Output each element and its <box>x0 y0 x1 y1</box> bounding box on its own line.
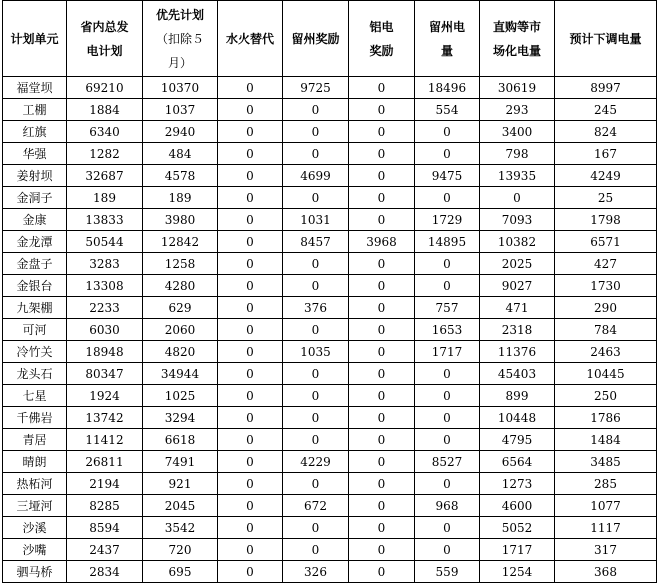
cell-aluminum-reward: 0 <box>349 99 415 121</box>
cell-expected-reduction: 250 <box>555 385 657 407</box>
cell-priority-plan: 10370 <box>143 77 218 99</box>
cell-local-reward: 0 <box>283 143 349 165</box>
cell-total-plan: 8594 <box>67 517 143 539</box>
cell-unit-name: 金龙潭 <box>3 231 67 253</box>
cell-expected-reduction: 427 <box>555 253 657 275</box>
cell-expected-reduction: 245 <box>555 99 657 121</box>
cell-hydro-thermal-sub: 0 <box>218 319 283 341</box>
cell-priority-plan: 3294 <box>143 407 218 429</box>
header-market-energy: 直购等市场化电量 <box>480 1 555 77</box>
cell-local-energy: 0 <box>415 363 480 385</box>
cell-aluminum-reward: 0 <box>349 77 415 99</box>
cell-aluminum-reward: 0 <box>349 561 415 583</box>
cell-total-plan: 189 <box>67 187 143 209</box>
cell-local-energy: 968 <box>415 495 480 517</box>
cell-hydro-thermal-sub: 0 <box>218 121 283 143</box>
cell-local-reward: 0 <box>283 539 349 561</box>
cell-hydro-thermal-sub: 0 <box>218 539 283 561</box>
cell-unit-name: 龙头石 <box>3 363 67 385</box>
cell-local-energy: 0 <box>415 539 480 561</box>
cell-total-plan: 1282 <box>67 143 143 165</box>
cell-local-reward: 0 <box>283 407 349 429</box>
table-row <box>3 429 657 451</box>
cell-hydro-thermal-sub: 0 <box>218 561 283 583</box>
cell-local-reward: 672 <box>283 495 349 517</box>
cell-market-energy: 6564 <box>480 451 555 473</box>
cell-unit-name: 红旗 <box>3 121 67 143</box>
cell-total-plan: 13742 <box>67 407 143 429</box>
cell-local-energy: 14895 <box>415 231 480 253</box>
table-row <box>3 187 657 209</box>
header-hydro-thermal-sub: 水火替代 <box>218 1 283 77</box>
cell-total-plan: 50544 <box>67 231 143 253</box>
cell-local-reward: 4229 <box>283 451 349 473</box>
cell-market-energy: 10382 <box>480 231 555 253</box>
cell-unit-name: 金康 <box>3 209 67 231</box>
cell-aluminum-reward: 0 <box>349 297 415 319</box>
cell-aluminum-reward: 3968 <box>349 231 415 253</box>
cell-market-energy: 798 <box>480 143 555 165</box>
cell-market-energy: 13935 <box>480 165 555 187</box>
cell-priority-plan: 12842 <box>143 231 218 253</box>
cell-local-reward: 0 <box>283 319 349 341</box>
table-row <box>3 231 657 253</box>
table-header-row <box>3 1 657 77</box>
cell-total-plan: 13308 <box>67 275 143 297</box>
cell-market-energy: 293 <box>480 99 555 121</box>
cell-market-energy: 1717 <box>480 539 555 561</box>
cell-expected-reduction: 2463 <box>555 341 657 363</box>
cell-priority-plan: 921 <box>143 473 218 495</box>
header-local-energy: 留州电量 <box>415 1 480 77</box>
cell-hydro-thermal-sub: 0 <box>218 231 283 253</box>
cell-market-energy: 3400 <box>480 121 555 143</box>
cell-expected-reduction: 290 <box>555 297 657 319</box>
table-row <box>3 297 657 319</box>
cell-hydro-thermal-sub: 0 <box>218 429 283 451</box>
header-total-plan: 省内总发电计划 <box>67 1 143 77</box>
cell-expected-reduction: 285 <box>555 473 657 495</box>
cell-local-energy: 0 <box>415 143 480 165</box>
cell-priority-plan: 6618 <box>143 429 218 451</box>
header-aluminum-reward: 铝电奖励 <box>349 1 415 77</box>
cell-local-energy: 0 <box>415 407 480 429</box>
cell-aluminum-reward: 0 <box>349 187 415 209</box>
cell-local-energy: 1717 <box>415 341 480 363</box>
cell-hydro-thermal-sub: 0 <box>218 517 283 539</box>
table-row <box>3 165 657 187</box>
cell-unit-name: 三垭河 <box>3 495 67 517</box>
cell-market-energy: 10448 <box>480 407 555 429</box>
cell-aluminum-reward: 0 <box>349 253 415 275</box>
cell-total-plan: 32687 <box>67 165 143 187</box>
cell-aluminum-reward: 0 <box>349 473 415 495</box>
cell-expected-reduction: 25 <box>555 187 657 209</box>
table-row <box>3 561 657 583</box>
header-priority-plan: 优先计划 （扣除５月） <box>143 1 218 77</box>
cell-local-energy: 757 <box>415 297 480 319</box>
cell-local-reward: 0 <box>283 99 349 121</box>
cell-local-reward: 0 <box>283 517 349 539</box>
table-row <box>3 517 657 539</box>
cell-unit-name: 沙嘴 <box>3 539 67 561</box>
cell-local-reward: 9725 <box>283 77 349 99</box>
header-plan-unit: 计划单元 <box>3 1 67 77</box>
cell-market-energy: 899 <box>480 385 555 407</box>
table-row <box>3 341 657 363</box>
cell-total-plan: 1924 <box>67 385 143 407</box>
table-row <box>3 385 657 407</box>
cell-expected-reduction: 3485 <box>555 451 657 473</box>
cell-market-energy: 2025 <box>480 253 555 275</box>
cell-local-energy: 18496 <box>415 77 480 99</box>
cell-aluminum-reward: 0 <box>349 451 415 473</box>
cell-local-reward: 4699 <box>283 165 349 187</box>
header-priority-plan-note: （扣除５月） <box>155 31 204 70</box>
cell-expected-reduction: 317 <box>555 539 657 561</box>
table-row <box>3 253 657 275</box>
cell-local-reward: 8457 <box>283 231 349 253</box>
cell-total-plan: 6340 <box>67 121 143 143</box>
cell-aluminum-reward: 0 <box>349 407 415 429</box>
cell-expected-reduction: 1077 <box>555 495 657 517</box>
cell-priority-plan: 484 <box>143 143 218 165</box>
cell-local-energy: 0 <box>415 275 480 297</box>
cell-hydro-thermal-sub: 0 <box>218 297 283 319</box>
cell-unit-name: 千佛岩 <box>3 407 67 429</box>
table-row <box>3 539 657 561</box>
cell-aluminum-reward: 0 <box>349 429 415 451</box>
cell-market-energy: 4600 <box>480 495 555 517</box>
cell-total-plan: 8285 <box>67 495 143 517</box>
cell-local-energy: 554 <box>415 99 480 121</box>
cell-priority-plan: 4820 <box>143 341 218 363</box>
cell-total-plan: 2233 <box>67 297 143 319</box>
cell-market-energy: 5052 <box>480 517 555 539</box>
cell-total-plan: 80347 <box>67 363 143 385</box>
cell-unit-name: 可河 <box>3 319 67 341</box>
cell-unit-name: 青居 <box>3 429 67 451</box>
cell-priority-plan: 720 <box>143 539 218 561</box>
cell-local-reward: 1031 <box>283 209 349 231</box>
cell-local-reward: 0 <box>283 473 349 495</box>
cell-market-energy: 0 <box>480 187 555 209</box>
cell-local-reward: 0 <box>283 187 349 209</box>
cell-priority-plan: 629 <box>143 297 218 319</box>
cell-aluminum-reward: 0 <box>349 121 415 143</box>
cell-local-energy: 0 <box>415 253 480 275</box>
cell-unit-name: 热柘河 <box>3 473 67 495</box>
cell-total-plan: 18948 <box>67 341 143 363</box>
cell-expected-reduction: 167 <box>555 143 657 165</box>
cell-expected-reduction: 1484 <box>555 429 657 451</box>
cell-hydro-thermal-sub: 0 <box>218 209 283 231</box>
cell-local-reward: 0 <box>283 253 349 275</box>
cell-hydro-thermal-sub: 0 <box>218 143 283 165</box>
cell-local-energy: 8527 <box>415 451 480 473</box>
header-local-reward: 留州奖励 <box>283 1 349 77</box>
cell-unit-name: 晴朗 <box>3 451 67 473</box>
cell-priority-plan: 1025 <box>143 385 218 407</box>
cell-unit-name: 九架棚 <box>3 297 67 319</box>
table-row <box>3 275 657 297</box>
cell-hydro-thermal-sub: 0 <box>218 407 283 429</box>
cell-priority-plan: 2940 <box>143 121 218 143</box>
cell-aluminum-reward: 0 <box>349 363 415 385</box>
cell-local-energy: 0 <box>415 517 480 539</box>
cell-priority-plan: 2045 <box>143 495 218 517</box>
cell-priority-plan: 7491 <box>143 451 218 473</box>
cell-expected-reduction: 1117 <box>555 517 657 539</box>
cell-expected-reduction: 1786 <box>555 407 657 429</box>
cell-total-plan: 3283 <box>67 253 143 275</box>
plan-table <box>2 0 657 583</box>
cell-unit-name: 沙溪 <box>3 517 67 539</box>
table-row <box>3 407 657 429</box>
cell-local-energy: 0 <box>415 429 480 451</box>
cell-hydro-thermal-sub: 0 <box>218 275 283 297</box>
cell-local-reward: 0 <box>283 429 349 451</box>
cell-unit-name: 冷竹关 <box>3 341 67 363</box>
cell-hydro-thermal-sub: 0 <box>218 77 283 99</box>
table-row <box>3 121 657 143</box>
cell-unit-name: 驷马桥 <box>3 561 67 583</box>
cell-hydro-thermal-sub: 0 <box>218 451 283 473</box>
cell-market-energy: 1254 <box>480 561 555 583</box>
cell-local-energy: 0 <box>415 385 480 407</box>
cell-local-reward: 1035 <box>283 341 349 363</box>
cell-expected-reduction: 4249 <box>555 165 657 187</box>
header-expected-reduction: 预计下调电量 <box>555 1 657 77</box>
cell-unit-name: 金洞子 <box>3 187 67 209</box>
cell-expected-reduction: 824 <box>555 121 657 143</box>
cell-hydro-thermal-sub: 0 <box>218 99 283 121</box>
cell-local-reward: 326 <box>283 561 349 583</box>
cell-aluminum-reward: 0 <box>349 319 415 341</box>
cell-aluminum-reward: 0 <box>349 539 415 561</box>
cell-total-plan: 11412 <box>67 429 143 451</box>
cell-expected-reduction: 368 <box>555 561 657 583</box>
cell-market-energy: 11376 <box>480 341 555 363</box>
cell-unit-name: 华强 <box>3 143 67 165</box>
cell-hydro-thermal-sub: 0 <box>218 495 283 517</box>
cell-market-energy: 7093 <box>480 209 555 231</box>
cell-priority-plan: 4578 <box>143 165 218 187</box>
cell-priority-plan: 4280 <box>143 275 218 297</box>
cell-priority-plan: 2060 <box>143 319 218 341</box>
cell-market-energy: 30619 <box>480 77 555 99</box>
cell-hydro-thermal-sub: 0 <box>218 187 283 209</box>
cell-local-energy: 9475 <box>415 165 480 187</box>
cell-aluminum-reward: 0 <box>349 517 415 539</box>
cell-priority-plan: 1037 <box>143 99 218 121</box>
cell-expected-reduction: 10445 <box>555 363 657 385</box>
cell-local-energy: 1653 <box>415 319 480 341</box>
cell-local-energy: 1729 <box>415 209 480 231</box>
table-row <box>3 495 657 517</box>
cell-expected-reduction: 8997 <box>555 77 657 99</box>
cell-aluminum-reward: 0 <box>349 495 415 517</box>
cell-market-energy: 2318 <box>480 319 555 341</box>
cell-priority-plan: 34944 <box>143 363 218 385</box>
cell-hydro-thermal-sub: 0 <box>218 363 283 385</box>
table-row <box>3 451 657 473</box>
cell-hydro-thermal-sub: 0 <box>218 253 283 275</box>
cell-unit-name: 工棚 <box>3 99 67 121</box>
cell-expected-reduction: 1730 <box>555 275 657 297</box>
cell-aluminum-reward: 0 <box>349 143 415 165</box>
cell-local-energy: 0 <box>415 473 480 495</box>
cell-total-plan: 13833 <box>67 209 143 231</box>
cell-local-reward: 0 <box>283 385 349 407</box>
cell-hydro-thermal-sub: 0 <box>218 385 283 407</box>
cell-total-plan: 6030 <box>67 319 143 341</box>
cell-local-reward: 376 <box>283 297 349 319</box>
cell-total-plan: 2834 <box>67 561 143 583</box>
cell-aluminum-reward: 0 <box>349 165 415 187</box>
cell-aluminum-reward: 0 <box>349 341 415 363</box>
cell-unit-name: 金银台 <box>3 275 67 297</box>
table-row <box>3 363 657 385</box>
cell-unit-name: 七星 <box>3 385 67 407</box>
cell-local-energy: 0 <box>415 187 480 209</box>
cell-unit-name: 金盘子 <box>3 253 67 275</box>
table-row <box>3 319 657 341</box>
cell-local-reward: 0 <box>283 121 349 143</box>
cell-expected-reduction: 6571 <box>555 231 657 253</box>
cell-total-plan: 26811 <box>67 451 143 473</box>
cell-expected-reduction: 1798 <box>555 209 657 231</box>
cell-market-energy: 471 <box>480 297 555 319</box>
cell-local-reward: 0 <box>283 275 349 297</box>
cell-priority-plan: 3542 <box>143 517 218 539</box>
cell-unit-name: 姜射坝 <box>3 165 67 187</box>
cell-local-reward: 0 <box>283 363 349 385</box>
cell-local-energy: 0 <box>415 121 480 143</box>
table-row <box>3 209 657 231</box>
cell-total-plan: 2194 <box>67 473 143 495</box>
cell-hydro-thermal-sub: 0 <box>218 165 283 187</box>
cell-aluminum-reward: 0 <box>349 209 415 231</box>
cell-hydro-thermal-sub: 0 <box>218 473 283 495</box>
cell-expected-reduction: 784 <box>555 319 657 341</box>
cell-aluminum-reward: 0 <box>349 385 415 407</box>
cell-total-plan: 1884 <box>67 99 143 121</box>
cell-priority-plan: 1258 <box>143 253 218 275</box>
cell-market-energy: 1273 <box>480 473 555 495</box>
cell-market-energy: 45403 <box>480 363 555 385</box>
cell-local-energy: 559 <box>415 561 480 583</box>
cell-market-energy: 4795 <box>480 429 555 451</box>
cell-unit-name: 福堂坝 <box>3 77 67 99</box>
cell-total-plan: 69210 <box>67 77 143 99</box>
cell-aluminum-reward: 0 <box>349 275 415 297</box>
table-row <box>3 77 657 99</box>
cell-priority-plan: 695 <box>143 561 218 583</box>
table-row <box>3 473 657 495</box>
cell-market-energy: 9027 <box>480 275 555 297</box>
cell-total-plan: 2437 <box>67 539 143 561</box>
table-row <box>3 99 657 121</box>
cell-hydro-thermal-sub: 0 <box>218 341 283 363</box>
cell-priority-plan: 189 <box>143 187 218 209</box>
table-row <box>3 143 657 165</box>
cell-priority-plan: 3980 <box>143 209 218 231</box>
